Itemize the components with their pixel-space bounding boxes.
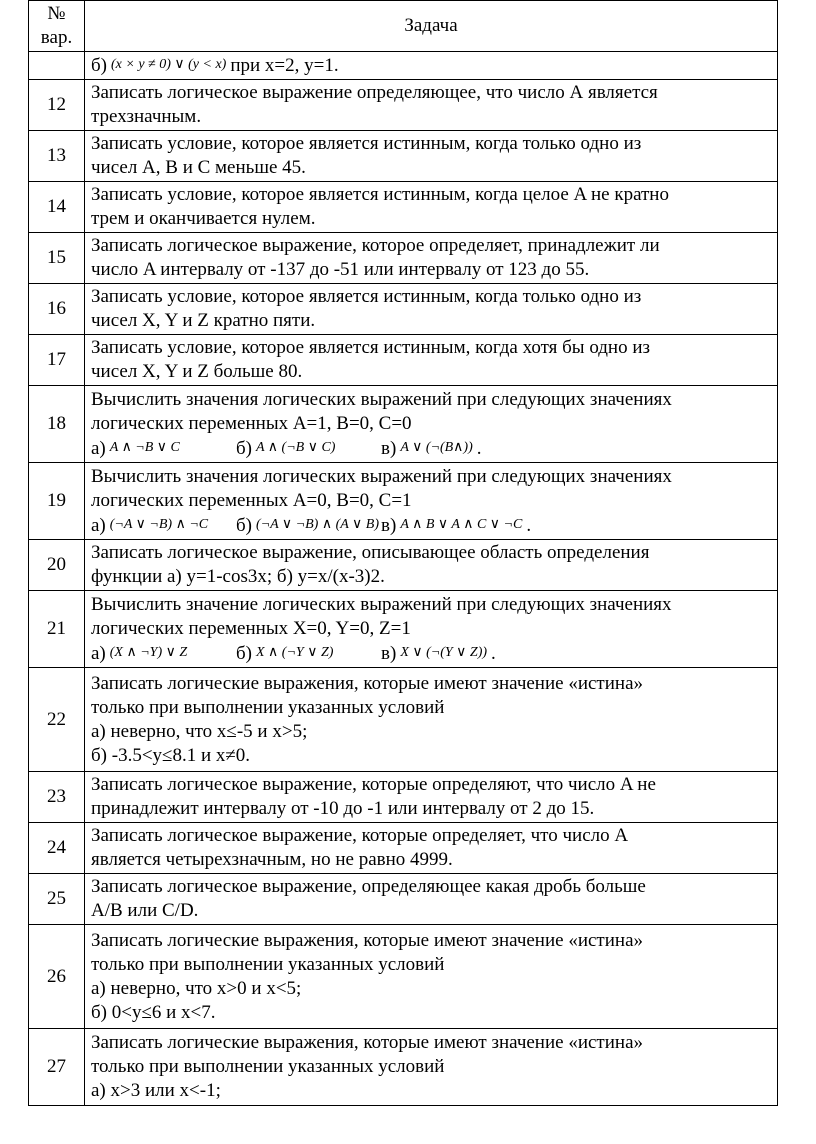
task-line: Записать логическое выражение, которое определяет, принадлежит ли	[91, 235, 660, 256]
header-num-label: вар.	[40, 27, 73, 48]
task-line: б) -3.5<y≤8.1 и x≠0.	[91, 744, 251, 766]
formula: (¬A ∨ ¬B) ∧ ¬C	[109, 516, 209, 532]
table-row	[29, 233, 778, 284]
formula-label: а)	[91, 642, 106, 664]
formula-end: .	[476, 437, 482, 459]
variant-number: 12	[29, 80, 85, 131]
variant-number: 14	[29, 182, 85, 233]
table-row	[29, 668, 778, 772]
formula-item	[91, 513, 236, 538]
variant-number: 27	[29, 1029, 85, 1106]
formula-label: в)	[381, 437, 397, 459]
task-line: чисел A, B и C меньше 45.	[91, 157, 306, 178]
variant-number: 22	[29, 668, 85, 772]
formula-label: в)	[381, 642, 397, 664]
variant-number: 20	[29, 540, 85, 591]
task-line: Записать логическое выражение определяющее, что число А является	[91, 82, 658, 103]
task-text	[85, 131, 778, 182]
task-text	[85, 335, 778, 386]
task-line: б) 0<y≤6 и x<7.	[91, 1001, 216, 1023]
task-text	[85, 52, 778, 80]
task-text	[85, 668, 778, 772]
task-line: только при выполнении указанных условий	[91, 953, 445, 975]
task-text	[85, 874, 778, 925]
formula: (X ∧ ¬Y) ∨ Z	[109, 644, 188, 660]
task-text	[85, 463, 778, 540]
header-row	[29, 1, 778, 52]
task-line: Записать логические выражения, которые имеют значение «истина»	[91, 1032, 644, 1053]
task-text	[85, 772, 778, 823]
formula-line	[91, 641, 771, 666]
header-task: Задача	[85, 1, 778, 52]
formula-item	[236, 641, 381, 666]
task-text	[85, 386, 778, 463]
task-line: Записать логическое выражение, определяющее какая дробь больше	[91, 876, 646, 897]
task-line: Вычислить значения логических выражений при следующих значениях	[91, 465, 672, 487]
task-text	[85, 823, 778, 874]
table-row	[29, 335, 778, 386]
task-line: Записать условие, которое является истинным, когда хотя бы одно из	[91, 337, 651, 358]
task-line: а) x>3 или x<-1;	[91, 1080, 221, 1101]
task-line: Записать условие, которое является истинным, когда только одно из	[91, 133, 642, 154]
table-row	[29, 591, 778, 668]
task-line: трем и оканчивается нулем.	[91, 208, 316, 229]
table-row	[29, 823, 778, 874]
task-line: логических переменных X=0, Y=0, Z=1	[91, 617, 411, 639]
formula-label: б)	[236, 437, 252, 459]
variant-number	[29, 52, 85, 80]
formula-tail: при x=2, y=1.	[230, 55, 339, 76]
task-formula-line	[91, 53, 771, 78]
table-row	[29, 284, 778, 335]
header-num	[29, 1, 85, 52]
variant-number: 17	[29, 335, 85, 386]
formula-item	[91, 641, 236, 666]
formula: A ∧ B ∨ A ∧ C ∨ ¬C	[400, 516, 523, 532]
variant-number: 18	[29, 386, 85, 463]
task-table	[28, 0, 778, 1106]
table-row	[29, 386, 778, 463]
task-line: Записать логическое выражение, описывающее область определения	[91, 542, 650, 563]
table-row	[29, 80, 778, 131]
task-line: трехзначным.	[91, 106, 202, 127]
formula-item	[381, 513, 526, 538]
task-text	[85, 591, 778, 668]
variant-number: 26	[29, 925, 85, 1029]
formula-label: б)	[91, 55, 107, 76]
formula: A ∧ (¬B ∨ C)	[256, 439, 336, 455]
task-line: A/B или C/D.	[91, 900, 199, 921]
formula-end: .	[526, 514, 532, 536]
header-num-symbol: №	[47, 3, 66, 24]
formula-item	[91, 436, 236, 461]
table-row	[29, 52, 778, 80]
formula-label: а)	[91, 514, 106, 536]
task-text	[85, 925, 778, 1029]
variant-number: 15	[29, 233, 85, 284]
formula: (¬A ∨ ¬B) ∧ (A ∨ B)	[256, 516, 379, 532]
table-row	[29, 1029, 778, 1106]
task-text	[85, 182, 778, 233]
task-line: логических переменных A=1, B=0, C=0	[91, 412, 412, 434]
task-text	[85, 284, 778, 335]
table-row	[29, 874, 778, 925]
variant-number: 25	[29, 874, 85, 925]
variant-number: 16	[29, 284, 85, 335]
task-text	[85, 540, 778, 591]
variant-number: 21	[29, 591, 85, 668]
task-line: только при выполнении указанных условий	[91, 696, 445, 718]
task-line: чисел X, Y и Z кратно пяти.	[91, 310, 316, 331]
task-text	[85, 1029, 778, 1106]
table-row	[29, 925, 778, 1029]
formula: X ∨ (¬(Y ∨ Z))	[400, 644, 488, 660]
task-line: Записать логическое выражение, которые определяет, что число А	[91, 825, 629, 846]
formula: X ∧ (¬Y ∨ Z)	[256, 644, 334, 660]
task-line: принадлежит интервалу от -10 до -1 или интервалу от 2 до 15.	[91, 798, 595, 819]
task-line: только при выполнении указанных условий	[91, 1056, 445, 1077]
task-line: Записать условие, которое является истинным, когда только одно из	[91, 286, 642, 307]
task-line: а) неверно, что x≤-5 и x>5;	[91, 720, 308, 742]
variant-number: 24	[29, 823, 85, 874]
task-line: Вычислить значения логических выражений при следующих значениях	[91, 388, 672, 410]
formula-label: б)	[236, 642, 252, 664]
formula-item	[236, 436, 381, 461]
task-text	[85, 233, 778, 284]
formula-label: б)	[236, 514, 252, 536]
formula-item	[381, 436, 477, 461]
table-row	[29, 131, 778, 182]
task-text	[85, 80, 778, 131]
task-line: Вычислить значение логических выражений при следующих значениях	[91, 593, 672, 615]
task-line: логических переменных A=0, B=0, C=1	[91, 489, 412, 511]
variant-number: 13	[29, 131, 85, 182]
formula-end: .	[491, 642, 496, 664]
task-line: является четырехзначным, но не равно 4999.	[91, 849, 453, 870]
task-line: Записать условие, которое является истинным, когда целое A не кратно	[91, 184, 669, 205]
table-row	[29, 540, 778, 591]
formula: A ∧ ¬B ∨ C	[109, 439, 180, 455]
task-line: функции а) y=1-cos3x; б) y=x/(x-3)2.	[91, 566, 385, 587]
task-line: Записать логические выражения, которые имеют значение «истина»	[91, 929, 644, 951]
table-row	[29, 463, 778, 540]
formula-item	[236, 513, 381, 538]
task-line: Записать логические выражения, которые имеют значение «истина»	[91, 672, 644, 694]
formula-label: а)	[91, 437, 106, 459]
task-line: а) неверно, что x>0 и x<5;	[91, 977, 302, 999]
table-row	[29, 182, 778, 233]
formula-line	[91, 436, 771, 461]
task-rows	[29, 52, 778, 1106]
task-line: чисел X, Y и Z больше 80.	[91, 361, 303, 382]
variant-number: 19	[29, 463, 85, 540]
formula: A ∨ (¬(B∧))	[400, 439, 473, 455]
formula-label: в)	[381, 514, 397, 536]
variant-number: 23	[29, 772, 85, 823]
formula-item	[381, 641, 491, 666]
table-row	[29, 772, 778, 823]
task-line: Записать логическое выражение, которые определяют, что число A не	[91, 774, 656, 795]
formula: (x × y ≠ 0) ∨ (y < x)	[111, 57, 227, 72]
formula-line	[91, 513, 771, 538]
task-line: число A интервалу от -137 до -51 или интервалу от 123 до 55.	[91, 259, 590, 280]
